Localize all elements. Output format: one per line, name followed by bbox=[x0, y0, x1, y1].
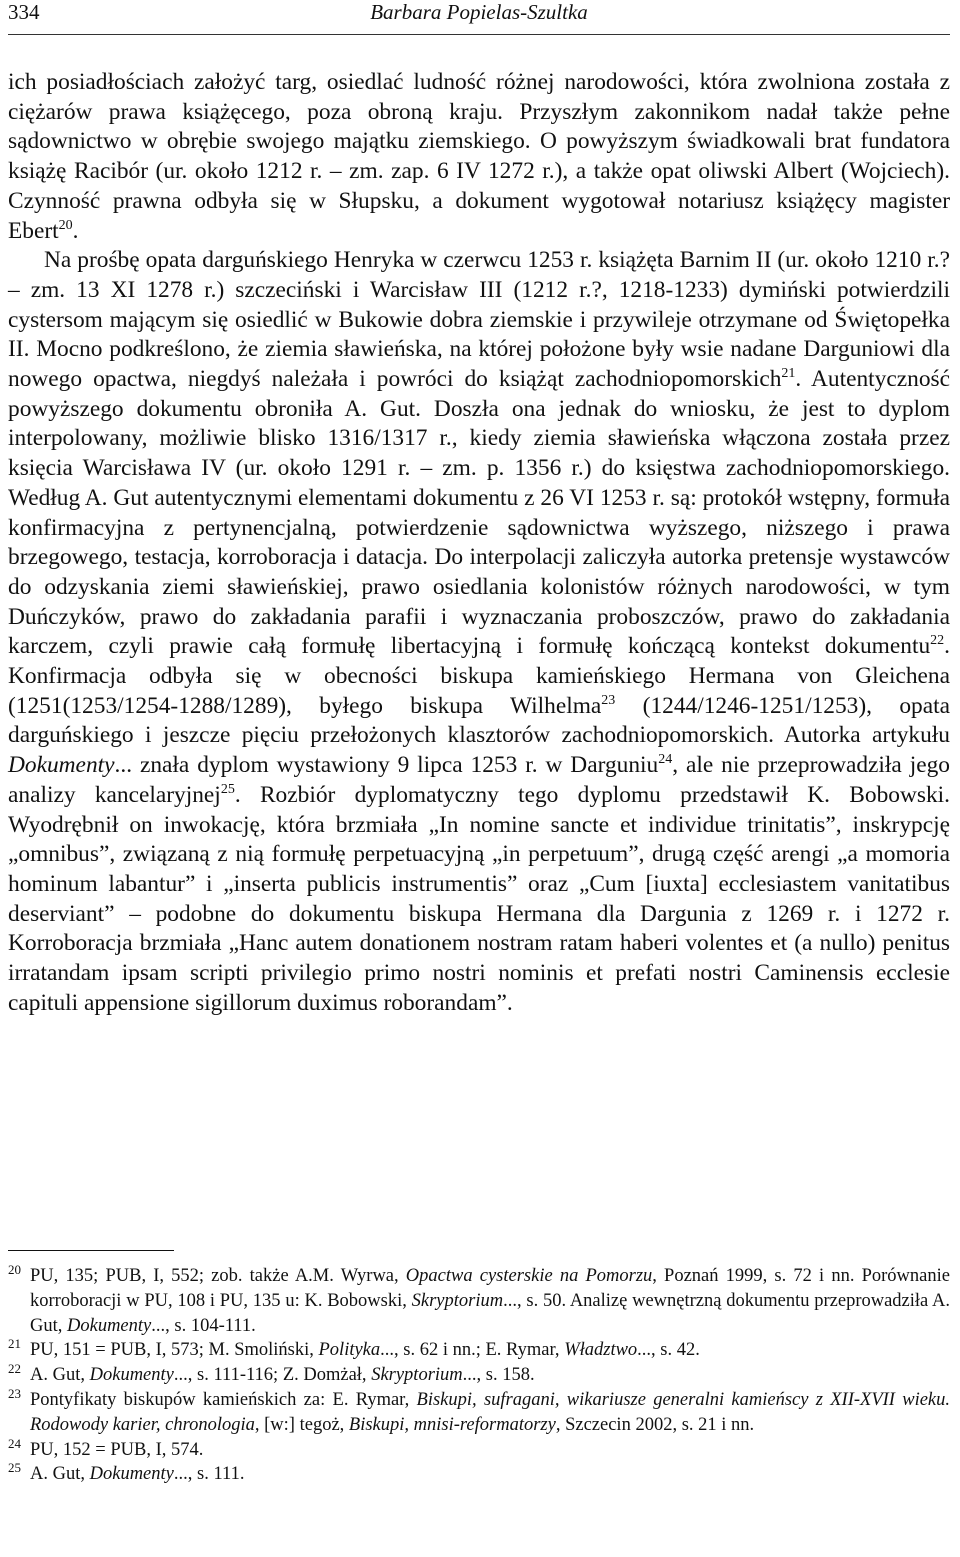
footnote-text: A. Gut, bbox=[30, 1365, 90, 1386]
footnotes bbox=[8, 1264, 950, 1487]
text-run: (1244/1246-1251/1253), opata darguńskiego i jeszcze pięciu przełożonych klasztorów zachodniopomorskich. Autorka artykułu bbox=[8, 692, 951, 749]
footnote-italic-text: Skryptorium bbox=[411, 1290, 504, 1311]
footnote-number: 25 bbox=[8, 1460, 21, 1476]
footnote-text: ..., s. 104-111. bbox=[151, 1315, 256, 1336]
footnote-23 bbox=[8, 1385, 951, 1438]
text-run: , ale nie przeprowadziła jego analizy kancelaryjnej bbox=[8, 752, 951, 808]
footnote-text: PU, 152 = PUB, I, 574. bbox=[30, 1439, 204, 1460]
footnote-20 bbox=[8, 1264, 950, 1338]
footnote-ref-22[interactable]: 22 bbox=[930, 633, 945, 649]
footnote-italic-text: Biskupi, sufragani, wikariusze generalni kamieńscy z XII-XVII wieku. Rodowody karier, chronologia bbox=[30, 1389, 951, 1435]
footnote-22 bbox=[8, 1363, 950, 1388]
footnote-text: , Poznań 1999, s. 72 i nn. Porównanie korroboracji w PU, 108 i PU, 135 u: K. Bobowski, bbox=[30, 1266, 950, 1311]
running-head: Barbara Popielas-Szultka bbox=[370, 0, 588, 24]
footnote-text: PU, 151 = PUB, I, 573; M. Smoliński, bbox=[30, 1340, 319, 1361]
footnote-ref-21[interactable]: 21 bbox=[781, 366, 796, 382]
footnote-ref-24[interactable]: 24 bbox=[658, 752, 673, 768]
page-header bbox=[8, 0, 950, 34]
footnote-text: ..., s. 42. bbox=[637, 1340, 700, 1361]
footnote-italic-text: Dokumenty bbox=[89, 1365, 174, 1386]
text-run: Na prośbę opata darguńskiego Henryka w czerwcu 1253 r. książęta Barnim II (ur. około 1210 r.? – zm. 13 XI 1278 r.) szczeciński i Warcisław III (1212 r.?, 1218-1233) dymiński potwierdzili cystersom mającym się osiedlić w Bukowie dobra ziemskie i przywileje otrzymane od Świętopełka II. Mocno podkreślono, że ziemia sławieńska, na której położone były wsie nadane Darguniowi dla nowego opactwa, niegdyś należała i powróci do książąt zachodniopomorskich bbox=[8, 247, 950, 393]
main-text bbox=[8, 68, 950, 1019]
footnote-text: ..., s. 50. Analizę wewnętrzną dokumentu przeprowadziła A. Gut, bbox=[30, 1290, 950, 1336]
footnote-25 bbox=[8, 1462, 950, 1487]
footnote-text: ..., s. 111. bbox=[173, 1464, 245, 1485]
footnote-italic-text: Opactwa cysterskie na Pomorzu bbox=[405, 1266, 653, 1286]
footnote-21 bbox=[8, 1338, 950, 1363]
paragraph-1 bbox=[8, 68, 950, 246]
footnote-number: 23 bbox=[8, 1385, 21, 1401]
text-run: ... znała dyplom wystawiony 9 lipca 1253 r. w Darguniu bbox=[114, 752, 659, 779]
footnote-text: ..., s. 62 i nn.; E. Rymar, bbox=[380, 1340, 565, 1361]
footnote-italic-text: Skryptorium bbox=[371, 1365, 463, 1386]
footnote-text: , [w:] tegoż, bbox=[254, 1414, 349, 1435]
footnote-number: 22 bbox=[8, 1361, 21, 1377]
footnote-italic-text: Biskupi, mnisi-reformatorzy bbox=[348, 1414, 556, 1435]
text-run: . Rozbiór dyplomatyczny tego dyplomu przedstawił K. Bobowski. Wyodrębnił on inwokację, która brzmiała „In nomine sancte et individue trinitatis”, inskrypcję „omnibus”, związaną z nią formułę perpetuacyjną „in perpetuum”, drugą część arengi „a momoria hominum labantur” i „inserta publicis instrumentis” oraz „Cum [iuxta] ecclesiastem vanitatibus deserviant” – podobne do dokumentu biskupa Hermana dla Dargunia z 1269 r. i 1272 r. Korroboracja brzmiała „Hanc autem donationem nostram ratam haberi volentes et (a nullo) penitus irratandam ipsam scripti privilegio primo nostri nominis et prefati nostri Caminensis ecclesie capituli appensione sigillorum duximus roborandam”. bbox=[8, 781, 951, 1016]
footnote-text: ..., s. 158. bbox=[462, 1365, 535, 1386]
footnote-separator bbox=[8, 1250, 174, 1251]
footnote-text: ..., s. 111-116; Z. Domżał, bbox=[173, 1365, 372, 1386]
footnote-text: , Szczecin 2002, s. 21 i nn. bbox=[555, 1414, 755, 1435]
text-run: . Autentyczność powyższego dokumentu obroniła A. Gut. Doszła ona jednak do wniosku, że jest to dyplom interpolowany, możliwie blisko 1316/1317 r., kiedy ziemia sławieńska włączona została przez księcia Warcisława IV (ur. około 1291 r. – zm. p. 1356 r.) do księstwa zachodniopomorskiego. Według A. Gut autentycznymi elementami dokumentu z 26 VI 1253 r. są: protokół wstępny, formuła konfirmacyjna z pertynencjalną, potwierdzenie sądownictwa wyższego, niższego i prawa brzegowego, testacja, korroboracja i datacja. Do interpolacji zaliczyła autorka pretensje wystawców do odzyskania ziemi sławieńskiej, prawo osiedlania kolonistów różnych narodowości, w tym Duńczyków, prawo do zakładania parafii i wyznaczania proboszczów, prawo do zakładania karczem, czyli prawie całą formułę libertacyjną i formułę kończącą kontekst dokumentu bbox=[8, 366, 950, 660]
page-number: 334 bbox=[8, 0, 40, 24]
footnote-ref-20[interactable]: 20 bbox=[58, 217, 73, 233]
footnote-italic-text: Polityka bbox=[318, 1340, 381, 1361]
text-run: . bbox=[72, 217, 79, 244]
footnote-number: 21 bbox=[8, 1336, 21, 1352]
footnote-italic-text: Dokumenty bbox=[89, 1464, 174, 1485]
text-run: ich posiadłościach założyć targ, osiedlać ludność różnej narodowości, która zwolniona została z ciężarów prawa książęcego, poza obroną kraju. Przyszłym zakonnikom nadał także pełne sądownictwo w obrębie swojego majątku ziemskiego. O powyższym świadkowali brat fundatora książę Racibór (ur. około 1212 r. – zm. zap. 6 IV 1272 r.), a także opat oliwski Albert (Wojciech). Czynność prawna odbyła się w Słupsku, a dokument wygotował notariusz książęcy magister Ebert bbox=[8, 69, 950, 244]
paragraph-2 bbox=[8, 246, 950, 1018]
footnote-text: Pontyfikaty biskupów kamieńskich za: E. Rymar, bbox=[30, 1389, 417, 1410]
footnote-ref-25[interactable]: 25 bbox=[220, 781, 235, 797]
footnote-number: 24 bbox=[8, 1435, 21, 1451]
footnote-ref-23[interactable]: 23 bbox=[601, 692, 616, 708]
footnote-italic-text: Władztwo bbox=[564, 1340, 638, 1361]
text-run: . Konfirmacja odbyła się w obecności biskupa kamieńskiego Hermana von Gleichena (1251(1253/1254-1288/1289), byłego biskupa Wilhelma bbox=[8, 633, 950, 719]
footnote-italic-text: Dokumenty bbox=[67, 1315, 152, 1336]
header-rule bbox=[8, 34, 950, 35]
footnote-number: 20 bbox=[8, 1262, 21, 1277]
footnote-text: PU, 135; PUB, I, 552; zob. także A.M. Wyrwa, bbox=[30, 1266, 406, 1286]
italic-title: Dokumenty bbox=[8, 752, 115, 779]
footnote-24 bbox=[8, 1435, 950, 1463]
footnote-text: A. Gut, bbox=[30, 1464, 90, 1485]
